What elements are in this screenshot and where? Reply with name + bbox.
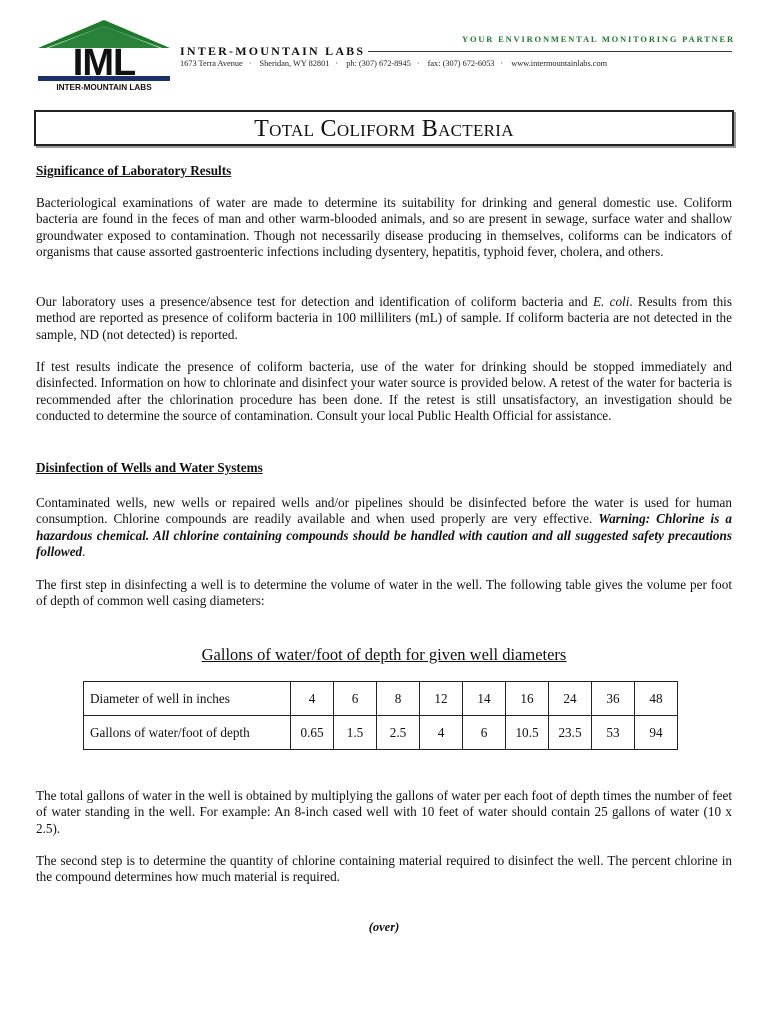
paragraph-total-gallons: The total gallons of water in the well is obtained by multiplying the gallons of water per each foot of depth times the number of feet of water standing in the well. For example: An 8-inch cased well with 10 feet of water should contain 25 gallons of water (10 x 2.5).: [36, 788, 732, 836]
document-title: Total Coliform Bacteria: [254, 116, 514, 142]
gallons-cell: 0.65: [291, 716, 334, 750]
gallons-cell: 4: [420, 716, 463, 750]
paragraph-second-step: The second step is to determine the quantity of chlorine containing material required to disinfect the well. The percent chlorine in the compound determines how much material is required.: [36, 853, 732, 885]
diameter-cell: 8: [377, 682, 420, 716]
diameter-cell: 12: [420, 682, 463, 716]
page-turn-note: (over): [368, 920, 400, 934]
paragraph-contaminated-wells: [36, 495, 732, 561]
paragraph-bacteriological: Bacteriological examinations of water are made to determine its suitability for drinking and general domestic use. Coliform bacteria are found in the feces of man and other warm-blooded animals, and so are present in sewage, surface water and shallow groundwater exposed to contamination. Though not necessarily disease producing in themselves, coliforms can be indicators of organisms that cause assorted gastroenteric infections including dysentery, hepatitis, typhoid fever, cholera, and others.: [36, 195, 732, 260]
text-run: Contaminated wells, new wells or repaired wells and/or pipelines should be disinfected before the water is used for human consumption. Chlorine compounds are readily available and when used properly are very effective.: [36, 495, 732, 527]
section-heading-disinfection: Disinfection of Wells and Water Systems: [36, 460, 263, 475]
fax-number: fax: (307) 672-6053: [427, 59, 495, 68]
paragraph-presence-absence: [36, 294, 732, 343]
paragraph-first-step: The first step in disinfecting a well is to determine the volume of water in the well. The following table gives the volume per foot of depth of common well casing diameters:: [36, 577, 732, 609]
gallons-cell: 1.5: [334, 716, 377, 750]
logo-subtext: INTER-MOUNTAIN LABS: [56, 83, 152, 92]
diameter-cell: 48: [635, 682, 678, 716]
diameter-cell: 16: [506, 682, 549, 716]
diameter-cell: 4: [291, 682, 334, 716]
gallons-cell: 10.5: [506, 716, 549, 750]
row-label-diameter: Diameter of well in inches: [84, 682, 291, 716]
table-caption: Gallons of water/foot of depth for given well diameters: [201, 645, 567, 664]
gallons-cell: 6: [463, 716, 506, 750]
title-box: [34, 110, 734, 146]
ecoli-term: E. coli: [592, 294, 630, 309]
paragraph-test-results: If test results indicate the presence of coliform bacteria, use of the water for drinking should be stopped immediately and disinfected. Information on how to chlorinate and disinfect your water source is provided below. A retest of the water for bacteria is recommended after the chlorination procedure has been done. If the retest is still unsatisfactory, an investigation should be conducted to determine the source of contamination. Consult your local Public Health Official for assistance.: [36, 359, 732, 424]
table-row-diameter: [84, 682, 678, 716]
company-tagline: YOUR ENVIRONMENTAL MONITORING PARTNER: [462, 34, 735, 44]
diameter-cell: 24: [549, 682, 592, 716]
row-label-gallons: Gallons of water/foot of depth: [84, 716, 291, 750]
header-divider: [368, 51, 732, 52]
chlorine-warning: Warning: Chlorine is a hazardous chemical. All chlorine containing compounds should be handled with caution and all suggested safety precautions followed: [36, 511, 732, 560]
iml-logo: [34, 18, 174, 92]
diameter-cell: 36: [592, 682, 635, 716]
table-row-gallons: [84, 716, 678, 750]
logo-letters: IML: [72, 42, 136, 84]
text-run: .: [82, 544, 86, 560]
street-address: 1673 Terra Avenue: [180, 59, 243, 68]
website-link[interactable]: www.intermountainlabs.com: [511, 59, 608, 68]
gallons-cell: 94: [635, 716, 678, 750]
gallons-cell: 23.5: [549, 716, 592, 750]
section-heading-significance: Significance of Laboratory Results: [36, 163, 232, 178]
phone-number: ph: (307) 672-8945: [346, 59, 411, 68]
company-name: INTER-MOUNTAIN LABS: [180, 44, 366, 58]
well-volume-table: [83, 681, 678, 750]
diameter-cell: 14: [463, 682, 506, 716]
diameter-cell: 6: [334, 682, 377, 716]
city-state-zip: Sheridan, WY 82801: [259, 59, 330, 68]
text-run: Our laboratory uses a presence/absence test for detection and identification of coliform bacteria and: [36, 294, 593, 309]
gallons-cell: 2.5: [377, 716, 420, 750]
text-run: . Results from this method are reported as presence of coliform bacteria in 100 milliliters (mL) of sample. If coliform bacteria are not detected in the sample, ND (not detected) is reported.: [36, 294, 732, 342]
gallons-cell: 53: [592, 716, 635, 750]
contact-line: 1673 Terra Avenue · Sheridan, WY 82801 · ph: (307) 672-8945 · fax: (307) 672-6053 · www.intermountainlabs.com: [180, 59, 608, 68]
